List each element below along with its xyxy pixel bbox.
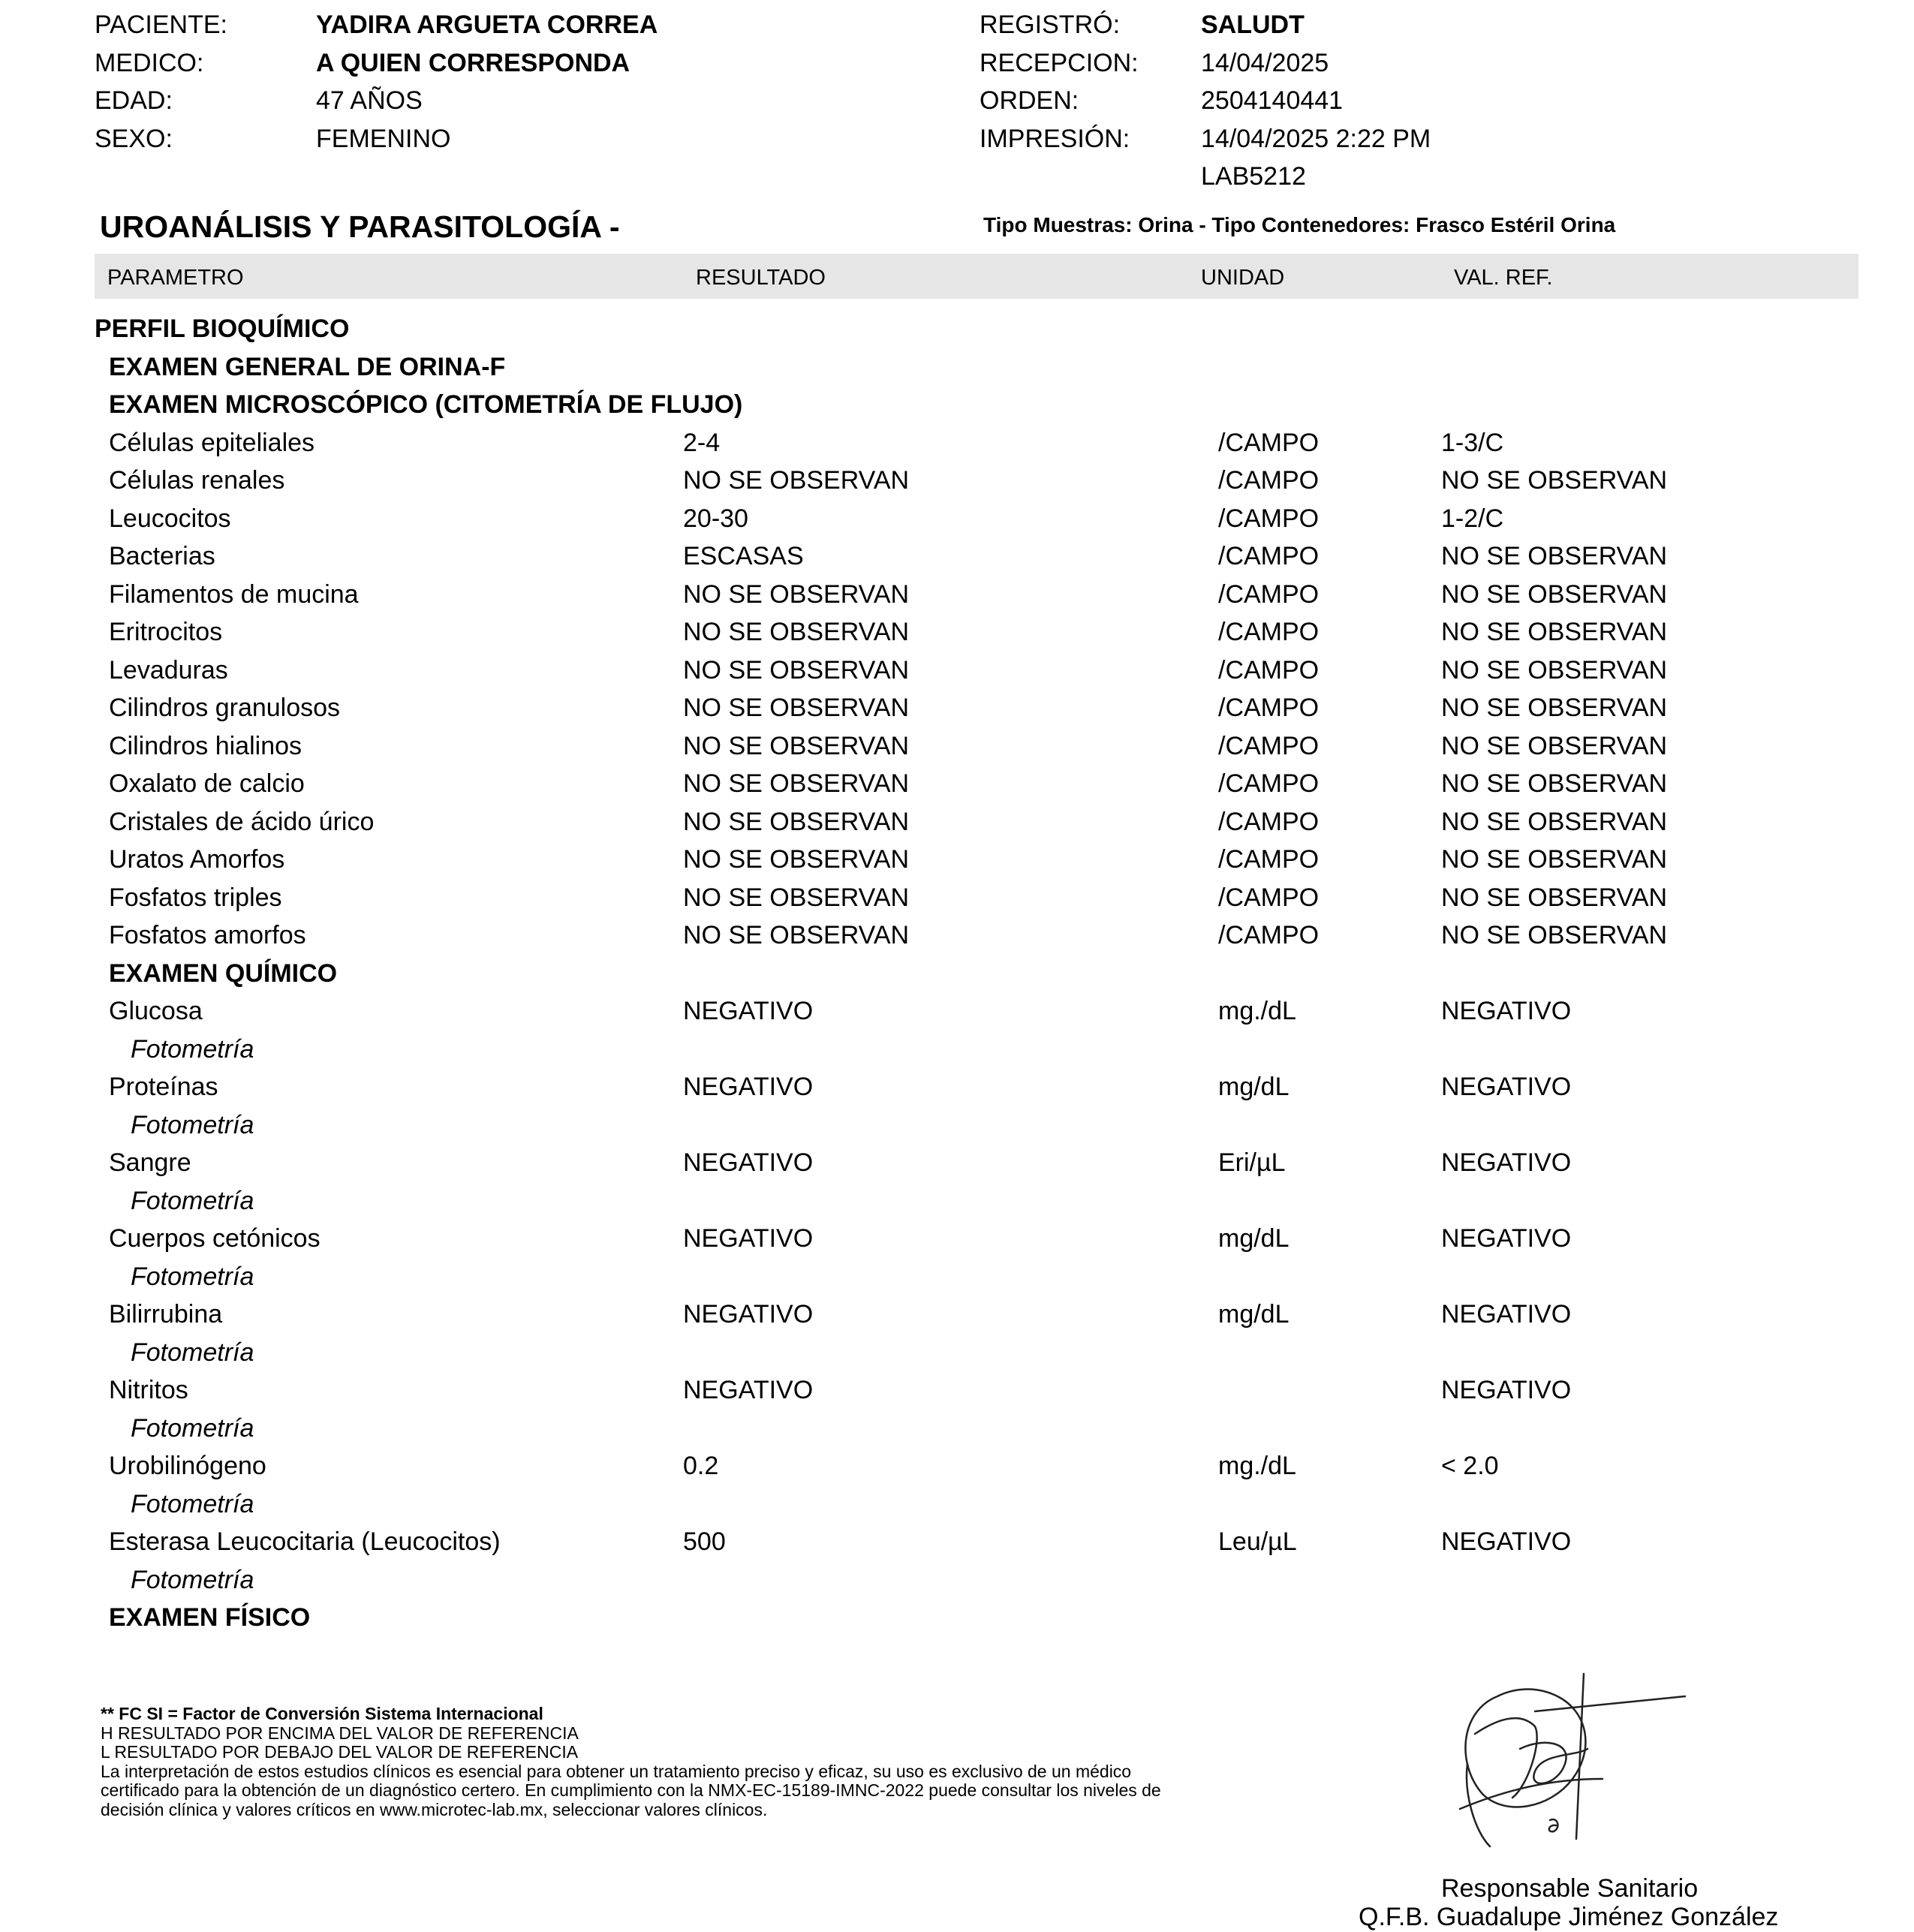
parameter-name: Cilindros granulosos — [109, 694, 341, 722]
unit-value: /CAMPO — [1218, 883, 1320, 912]
unit-value: mg/dL — [1218, 1300, 1290, 1329]
parameter-name: Glucosa — [109, 997, 203, 1025]
reference-value: NO SE OBSERVAN — [1441, 655, 1668, 685]
result-value: NO SE OBSERVAN — [683, 845, 910, 874]
unit-value: Eri/µL — [1218, 1148, 1286, 1177]
unit-value: /CAMPO — [1218, 428, 1320, 457]
section-row — [0, 353, 1914, 390]
header-label: SEXO: — [95, 124, 173, 153]
header-value: FEMENINO — [316, 124, 451, 153]
header-label: PACIENTE: — [95, 11, 227, 39]
method-name: Fotometría — [131, 1034, 254, 1064]
result-value: NO SE OBSERVAN — [683, 731, 910, 760]
method-name: Fotometría — [131, 1413, 254, 1443]
column-result: RESULTADO — [696, 266, 826, 290]
method-row — [0, 1414, 1914, 1452]
section-row — [0, 959, 1914, 997]
table-row — [0, 1148, 1914, 1186]
sample-info: Tipo Muestras: Orina - Tipo Contenedores: Frasco Estéril Orina — [983, 213, 1616, 236]
table-row — [0, 429, 1914, 466]
result-value: NEGATIVO — [683, 997, 814, 1025]
reference-value: NEGATIVO — [1441, 1376, 1572, 1404]
header-value: YADIRA ARGUETA CORREA — [316, 11, 658, 39]
unit-value: mg./dL — [1218, 997, 1296, 1025]
unit-value: /CAMPO — [1218, 807, 1320, 836]
table-row — [0, 1073, 1914, 1110]
result-value: NO SE OBSERVAN — [683, 807, 910, 836]
table-row — [0, 1224, 1914, 1262]
parameter-name: Sangre — [109, 1148, 191, 1177]
table-row — [0, 1300, 1914, 1338]
unit-value: /CAMPO — [1218, 504, 1320, 533]
result-value: NEGATIVO — [683, 1376, 814, 1404]
reference-value: NEGATIVO — [1441, 997, 1572, 1025]
method-row — [0, 1035, 1914, 1073]
header-label: REGISTRÓ: — [980, 11, 1121, 39]
header-label: MEDICO: — [95, 48, 204, 77]
method-name: Fotometría — [131, 1489, 254, 1518]
parameter-name: Células renales — [109, 466, 285, 495]
reference-value: NO SE OBSERVAN — [1441, 921, 1668, 949]
method-row — [0, 1338, 1914, 1376]
parameter-name: Fosfatos triples — [109, 883, 282, 912]
reference-value: NO SE OBSERVAN — [1441, 466, 1668, 495]
signature-image — [1445, 1666, 1693, 1861]
method-name: Fotometría — [131, 1565, 254, 1594]
column-header-bar — [95, 254, 1858, 299]
parameter-name: Uratos Amorfos — [109, 845, 285, 874]
section-row — [0, 390, 1914, 428]
footnote-line: certificado para la obtención de un diagnóstico certero. En cumplimiento con la NMX-EC-15189-IMNC-2022 puede consultar los niveles de — [101, 1780, 1161, 1800]
method-name: Fotometría — [131, 1110, 254, 1139]
result-value: 500 — [683, 1527, 726, 1556]
unit-value: /CAMPO — [1218, 542, 1320, 570]
result-value: 2-4 — [683, 428, 721, 457]
table-row — [0, 769, 1914, 807]
reference-value: NO SE OBSERVAN — [1441, 579, 1668, 609]
header-label: EDAD: — [95, 86, 173, 115]
reference-value: 1-2/C — [1441, 504, 1504, 533]
header-label: RECEPCION: — [980, 48, 1139, 77]
section-title: EXAMEN QUÍMICO — [109, 958, 338, 988]
table-row — [0, 1452, 1914, 1489]
unit-value: /CAMPO — [1218, 579, 1320, 609]
result-value: NO SE OBSERVAN — [683, 883, 910, 912]
method-row — [0, 1187, 1914, 1224]
result-value: NO SE OBSERVAN — [683, 618, 910, 646]
section-row — [0, 314, 1914, 352]
result-value: NEGATIVO — [683, 1300, 814, 1329]
reference-value: NO SE OBSERVAN — [1441, 618, 1668, 646]
parameter-name: Proteínas — [109, 1073, 218, 1101]
header-value: A QUIEN CORRESPONDA — [316, 48, 630, 77]
parameter-name: Células epiteliales — [109, 428, 315, 457]
parameter-name: Cuerpos cetónicos — [109, 1224, 321, 1253]
footnote-line: decisión clínica y valores críticos en www.microtec-lab.mx, seleccionar valores clínicos. — [101, 1799, 768, 1819]
table-row — [0, 466, 1914, 504]
parameter-name: Filamentos de mucina — [109, 579, 359, 609]
column-reference: VAL. REF. — [1454, 266, 1553, 290]
footnote-line: La interpretación de estos estudios clínicos es esencial para obtener un tratamiento preciso y eficaz, su uso es exclusivo de un médico — [101, 1761, 1132, 1781]
parameter-name: Cristales de ácido úrico — [109, 807, 375, 836]
method-name: Fotometría — [131, 1262, 254, 1291]
unit-value: mg./dL — [1218, 1452, 1296, 1480]
table-row — [0, 504, 1914, 542]
result-value: ESCASAS — [683, 542, 804, 570]
footnote-line: ** FC SI = Factor de Conversión Sistema Internacional — [101, 1704, 543, 1723]
column-parameter: PARAMETRO — [107, 266, 244, 290]
parameter-name: Fosfatos amorfos — [109, 921, 306, 949]
parameter-name: Eritrocitos — [109, 618, 223, 646]
parameter-name: Bilirrubina — [109, 1300, 223, 1329]
method-row — [0, 1262, 1914, 1300]
result-value: NO SE OBSERVAN — [683, 579, 910, 609]
table-row — [0, 883, 1914, 921]
header-value: 2504140441 — [1201, 86, 1344, 115]
method-row — [0, 1566, 1914, 1603]
table-row — [0, 1527, 1914, 1565]
method-name: Fotometría — [131, 1186, 254, 1215]
unit-value: /CAMPO — [1218, 921, 1320, 949]
reference-value: NO SE OBSERVAN — [1441, 542, 1668, 570]
reference-value: NO SE OBSERVAN — [1441, 807, 1668, 836]
unit-value: Leu/µL — [1218, 1527, 1297, 1556]
report-title: UROANÁLISIS Y PARASITOLOGÍA - — [100, 209, 620, 244]
table-row — [0, 921, 1914, 958]
section-row — [0, 1603, 1914, 1641]
parameter-name: Oxalato de calcio — [109, 769, 305, 798]
method-row — [0, 1111, 1914, 1148]
reference-value: NEGATIVO — [1441, 1224, 1572, 1253]
header-value: 14/04/2025 — [1201, 48, 1329, 77]
reference-value: 1-3/C — [1441, 428, 1504, 457]
reference-value: NO SE OBSERVAN — [1441, 769, 1668, 798]
header-value: 14/04/2025 2:22 PM — [1201, 124, 1431, 153]
parameter-name: Bacterias — [109, 542, 215, 570]
table-row — [0, 618, 1914, 655]
table-row — [0, 542, 1914, 579]
parameter-name: Nitritos — [109, 1376, 188, 1404]
method-name: Fotometría — [131, 1338, 254, 1367]
reference-value: NO SE OBSERVAN — [1441, 694, 1668, 722]
result-value: NO SE OBSERVAN — [683, 921, 910, 949]
table-row — [0, 580, 1914, 618]
header-value: SALUDT — [1201, 11, 1305, 39]
unit-value: /CAMPO — [1218, 731, 1320, 760]
unit-value: /CAMPO — [1218, 618, 1320, 646]
table-row — [0, 845, 1914, 883]
table-row — [0, 1376, 1914, 1413]
reference-value: NEGATIVO — [1441, 1148, 1572, 1177]
section-title: EXAMEN MICROSCÓPICO (CITOMETRÍA DE FLUJO) — [109, 390, 743, 419]
table-row — [0, 808, 1914, 845]
reference-value: NO SE OBSERVAN — [1441, 883, 1668, 912]
table-row — [0, 694, 1914, 731]
parameter-name: Cilindros hialinos — [109, 731, 302, 760]
section-title: EXAMEN GENERAL DE ORINA-F — [109, 352, 506, 381]
parameter-name: Esterasa Leucocitaria (Leucocitos) — [109, 1527, 501, 1556]
reference-value: NEGATIVO — [1441, 1073, 1572, 1101]
header-value: 47 AÑOS — [316, 86, 423, 115]
responsable-label: Responsable Sanitario — [1441, 1874, 1699, 1903]
footnote-line: H RESULTADO POR ENCIMA DEL VALOR DE REFERENCIA — [101, 1723, 579, 1743]
parameter-name: Urobilinógeno — [109, 1452, 266, 1480]
unit-value: mg/dL — [1218, 1224, 1290, 1253]
result-value: NEGATIVO — [683, 1148, 814, 1177]
result-value: NEGATIVO — [683, 1073, 814, 1101]
result-value: NO SE OBSERVAN — [683, 694, 910, 722]
header-label: ORDEN: — [980, 86, 1079, 115]
unit-value: mg/dL — [1218, 1073, 1290, 1101]
reference-value: NEGATIVO — [1441, 1527, 1572, 1556]
column-unit: UNIDAD — [1201, 266, 1285, 290]
result-value: NO SE OBSERVAN — [683, 466, 910, 495]
responsable-name: Q.F.B. Guadalupe Jiménez González — [1359, 1903, 1779, 1931]
section-title: PERFIL BIOQUÍMICO — [95, 314, 350, 343]
section-title: EXAMEN FÍSICO — [109, 1603, 311, 1632]
method-row — [0, 1490, 1914, 1527]
result-value: NO SE OBSERVAN — [683, 769, 910, 798]
unit-value: /CAMPO — [1218, 655, 1320, 685]
unit-value: /CAMPO — [1218, 769, 1320, 798]
unit-value: /CAMPO — [1218, 694, 1320, 722]
result-value: NEGATIVO — [683, 1224, 814, 1253]
header-label: IMPRESIÓN: — [980, 124, 1130, 153]
table-row — [0, 997, 1914, 1034]
reference-value: NO SE OBSERVAN — [1441, 731, 1668, 760]
unit-value: /CAMPO — [1218, 845, 1320, 874]
footnote-line: L RESULTADO POR DEBAJO DEL VALOR DE REFERENCIA — [101, 1742, 579, 1762]
table-row — [0, 732, 1914, 769]
result-value: 0.2 — [683, 1452, 719, 1480]
result-value: 20-30 — [683, 504, 748, 533]
unit-value: /CAMPO — [1218, 466, 1320, 495]
reference-value: NO SE OBSERVAN — [1441, 845, 1668, 874]
header-value: LAB5212 — [1201, 162, 1306, 191]
reference-value: NEGATIVO — [1441, 1300, 1572, 1329]
table-row — [0, 656, 1914, 694]
parameter-name: Levaduras — [109, 655, 228, 685]
parameter-name: Leucocitos — [109, 504, 231, 533]
result-value: NO SE OBSERVAN — [683, 655, 910, 685]
reference-value: < 2.0 — [1441, 1452, 1499, 1480]
